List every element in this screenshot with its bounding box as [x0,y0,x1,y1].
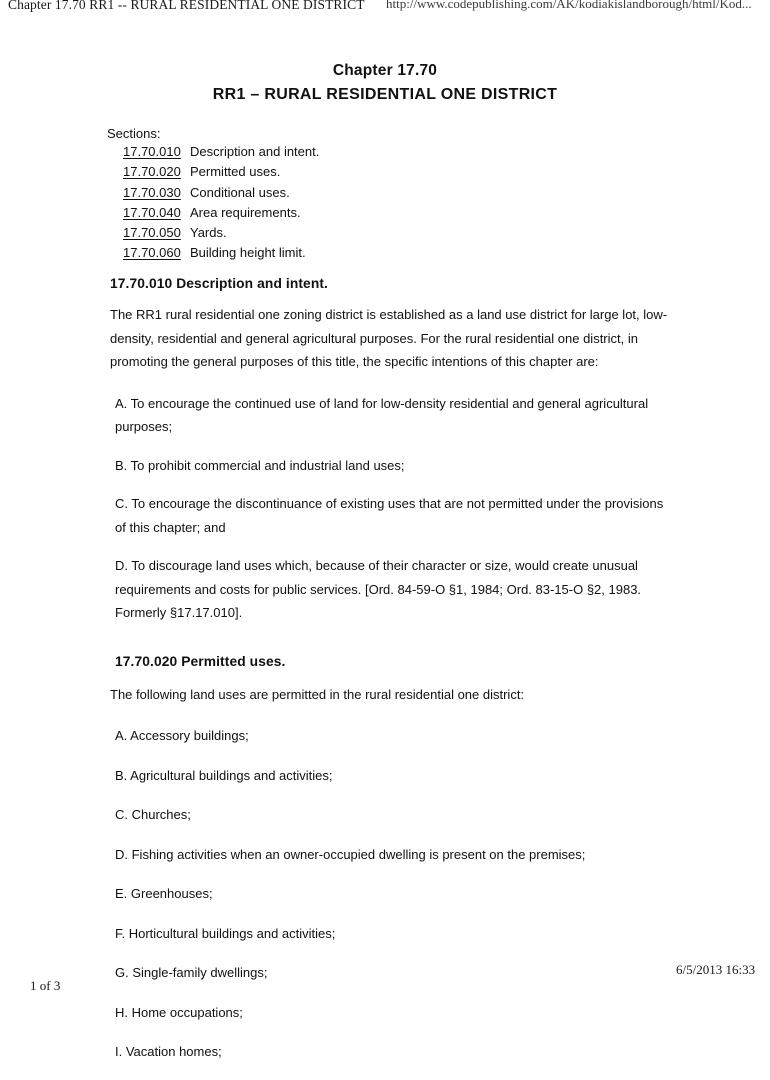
list-item[interactable] [123,245,319,265]
section-020-item-h: H. Home occupations; [115,1004,243,1020]
section-link[interactable]: 17.70.030 [123,184,181,200]
section-description: Area requirements. [190,204,301,220]
list-item[interactable] [123,205,319,225]
section-010-item-a: A. To encourage the continued use of land for low-density residential and general agricultural purposes; [115,395,649,434]
section-010-item-d: D. To discourage land uses which, because of their character or size, would create unusual requirements and costs for public services. [Ord. 84-59-O §1, 1984; Ord. 83-15-O §2, 1983. Formerly §17.17.010]. [115,558,642,620]
section-020-item-b: B. Agricultural buildings and activities; [115,767,333,783]
section-link[interactable]: 17.70.020 [123,164,181,180]
chapter-name: RR1 – RURAL RESIDENTIAL ONE DISTRICT [212,86,558,103]
list-item[interactable] [123,144,319,164]
section-020-item-d: D. Fishing activities when an owner-occupied dwelling is present on the premises; [115,846,586,862]
section-heading-17-70-010: 17.70.010 Description and intent. [110,276,328,291]
section-description: Conditional uses. [190,184,290,200]
section-description: Building height limit. [190,245,306,261]
list-item[interactable] [123,225,319,245]
sections-label: Sections: [107,126,161,141]
list-item[interactable] [123,185,319,205]
page-number: 1 of 3 [30,978,61,993]
print-header-title: Chapter 17.70 RR1 -- RURAL RESIDENTIAL ONE DISTRICT [8,0,365,12]
section-description: Permitted uses. [190,164,281,180]
section-description: Yards. [190,225,227,241]
section-link[interactable]: 17.70.060 [123,245,181,261]
print-header [0,0,770,20]
print-header-url: http://www.codepublishing.com/AK/kodiakislandborough/html/Kod... [386,0,752,11]
section-020-item-c: C. Churches; [115,807,191,822]
section-020-item-g: G. Single-family dwellings; [115,965,268,980]
chapter-number: Chapter 17.70 [332,62,438,79]
section-020-intro: The following land uses are permitted in the rural residential one district: [110,686,525,702]
section-020-item-e: E. Greenhouses; [115,886,213,901]
print-timestamp: 6/5/2013 16:33 [676,962,756,977]
list-item[interactable] [123,164,319,184]
document-body [110,276,670,1080]
page-title [0,62,770,104]
section-010-item-b: B. To prohibit commercial and industrial land uses; [115,457,405,473]
section-010-item-c: C. To encourage the discontinuance of existing uses that are not permitted under the provisions of this chapter; and [115,496,664,535]
section-link[interactable]: 17.70.010 [123,144,181,159]
section-020-item-a: A. Accessory buildings; [115,728,249,743]
section-heading-17-70-020: 17.70.020 Permitted uses. [115,653,286,669]
section-link[interactable]: 17.70.040 [123,204,181,220]
sections-index-list [123,144,319,266]
section-010-intro: The RR1 rural residential one zoning district is established as a land use district for large lot, low-density, residential and general agricultural purposes. For the rural residential one district, in promoting the general purposes of this title, the specific intentions of this chapter are: [110,307,668,369]
section-020-item-i: I. Vacation homes; [115,1044,222,1059]
section-link[interactable]: 17.70.050 [123,225,181,241]
section-description: Description and intent. [190,144,320,159]
section-020-item-f: F. Horticultural buildings and activities; [115,925,336,941]
